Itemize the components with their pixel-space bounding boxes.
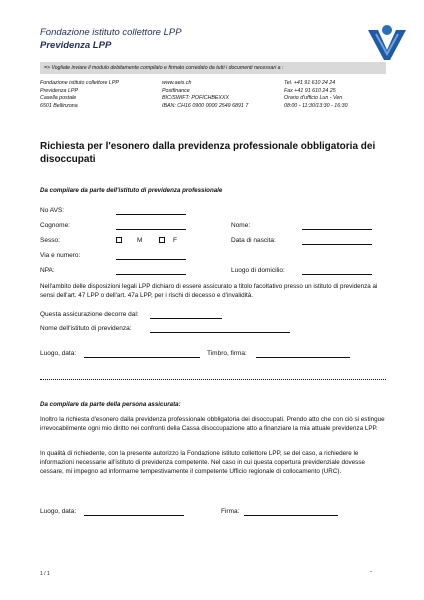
residence-label: Luogo di domicilio: [231,267,285,274]
contact-line: Tel. +41 91 610 24 24 [284,80,336,86]
foundation-logo-icon [366,24,408,62]
address-line: Fondazione istituto collettore LPP [40,80,119,86]
insured-place-date-field[interactable] [84,515,184,516]
insured-signature-field[interactable] [244,515,338,516]
contact-line: 08:00 - 11:30/13:30 - 16:30 [284,102,348,109]
street-field[interactable] [116,259,186,260]
place-date-field[interactable] [84,357,200,358]
address-line: Casella postale [40,95,77,101]
institution-name-label: Nome dell'istituto di previdenza: [40,325,132,332]
section-divider [40,379,386,380]
name-label: Nome: [231,222,251,229]
start-date-field[interactable] [150,318,222,319]
bank-line: BIC/SWIFT: POFICHBEXXX [162,95,230,101]
postcode-label: NPA: [40,267,55,274]
declaration-paragraph: Nell'ambito delle disposizioni legali LPP dichiaro di essere assicurato a titolo facoltativo presso un istituto di previdenza ai sensi dell'art. 47 LPP o dell'art. 47a LPP, per i rischi di decesso e d'invalidità. [40,283,378,299]
institution-name-field[interactable] [150,332,290,333]
address-block [40,80,119,110]
footer-dash: - [370,569,372,575]
document-title: Richiesta per l'esonero dalla previdenza professionale obbligatoria dei disoccupati [40,141,376,165]
start-date-label: Questa assicurazione decorre dal: [40,311,139,318]
avs-field[interactable] [116,214,186,215]
avs-label: No AVS: [40,207,65,214]
place-date-label: Luogo, data: [40,350,77,357]
birthdate-field[interactable] [302,244,372,245]
instructions-banner: => Vogliate inviare il modulo debitamente compilato e firmato corredato da tutti i documenti necessari a : [40,62,386,74]
female-label: F [173,237,177,244]
residence-field[interactable] [302,274,372,275]
page-number: 1 / 1 [40,571,50,577]
male-label: M [137,237,143,244]
bank-line: IBAN: CH16 0900 0000 2549 6891 7 [162,102,249,109]
stamp-signature-label: Timbro, firma: [207,350,247,357]
request-paragraph: Inoltro la richiesta d'esonero dalla previdenza professionale obbligatoria dei disoccupati. Prendo atto che con ciò si estingue irrevocabilmente ogni mio diritto nei confronti della Cassa disoccupazione atto a finanziare la mia attuale previdenza LPP. [40,416,385,432]
contact-block [284,80,348,110]
insured-signature-label: Firma: [221,508,240,515]
address-line: Previdenza LPP [40,87,78,94]
address-line: 6501 Bellinzona [40,102,78,109]
authorization-paragraph: In qualità di richiedente, con la presente autorizzo la Fondazione istituto collettore LPP, se del caso, a richiedere le informazioni necessarie all'istituto di previdenza competente. Nel caso in cui questa copertura previdenziale dovesse cessare, mi impegno ad informarne tempestivamente il competente Ufficio regionale di collocamento (URC). [40,450,365,475]
contact-line: Fax +41 91 610 24 25 [284,87,336,94]
name-field[interactable] [302,229,372,230]
street-label: Via e numero: [40,252,81,259]
birthdate-label: Data di nascita: [231,237,276,244]
org-name: Fondazione istituto collettore LPP [40,27,182,38]
contact-line: Orario d'ufficio Lun - Ven [284,95,343,101]
section-insured-heading: Da compilare da parte della persona assicurata: [40,401,181,408]
bank-block [162,80,248,110]
insured-place-date-label: Luogo, data: [40,508,77,515]
surname-field[interactable] [116,229,186,230]
website-link[interactable]: www.aeis.ch [162,80,192,86]
surname-label: Cognome: [40,222,70,229]
male-checkbox[interactable] [116,237,122,243]
section-institution-heading: Da compilare da parte dell'istituto di previdenza professionale [40,187,223,194]
stamp-signature-field[interactable] [256,357,350,358]
postcode-field[interactable] [116,274,186,275]
female-checkbox[interactable] [159,237,165,243]
org-subtitle: Previdenza LPP [40,40,112,51]
bank-line: Postfinance [162,87,190,94]
sex-label: Sesso: [40,237,60,244]
